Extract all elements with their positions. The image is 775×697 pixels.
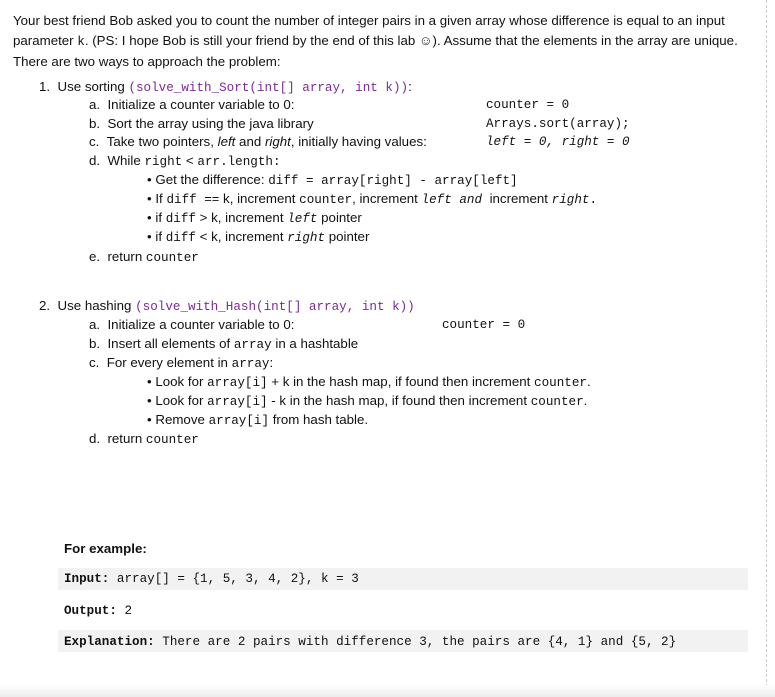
bullet-text: > k, increment: [195, 210, 288, 225]
bullet-code: array[i]: [207, 395, 268, 409]
bullet-end: .: [589, 193, 598, 207]
step-text: return: [107, 249, 146, 264]
hashing-heading-text: Use hashing: [57, 298, 136, 313]
bullet-code: diff = array[right] - array[left]: [268, 174, 518, 188]
hashing-bullet-3: • Remove array[i] from hash table.: [147, 412, 369, 428]
step-code: array: [233, 338, 272, 352]
example-heading: For example:: [64, 541, 147, 556]
bullet-code: diff: [165, 212, 196, 226]
intro-k-code: k: [77, 35, 85, 49]
bullet-code: left: [421, 193, 452, 207]
step-letter: a.: [89, 317, 101, 332]
intro-text-2: . (PS: I hope Bob is still your friend by the end of this lab: [84, 33, 419, 48]
output-value: 2: [116, 604, 133, 618]
bullet-text: k, increment: [219, 191, 300, 206]
explanation-value: There are 2 pairs with difference 3, the pairs are {4, 1} and {5, 2}: [154, 635, 677, 649]
step-code: counter: [145, 251, 199, 265]
sorting-step-e: [89, 248, 199, 267]
sorting-heading-text: Use sorting: [57, 79, 129, 94]
bullet-text: Look for: [155, 393, 208, 408]
bullet-text: + k in the hash map, if found then increment: [267, 374, 535, 389]
hashing-step-a: [89, 316, 295, 334]
hashing-bullet-2: • Look for array[i] - k in the hash map, if found then increment counter.: [147, 393, 588, 409]
arr-length-code: arr.length:: [197, 155, 281, 169]
hashing-bullet-1: • Look for array[i] + k in the hash map, if found then increment counter.: [147, 374, 591, 390]
example-output: [64, 602, 132, 620]
sorting-number: 1.: [39, 79, 51, 94]
hashing-heading: [39, 297, 415, 316]
step-colon: :: [269, 355, 274, 370]
right-code: right: [144, 155, 183, 169]
bullet-text: , increment: [352, 191, 422, 206]
sorting-bullet-3: • if diff > k, increment left pointer: [147, 210, 362, 226]
step-letter: c.: [89, 355, 100, 370]
intro-text-1: Your best friend Bob asked you to count the number of integer pairs in a given array whose difference is equal to an input parameter: [13, 13, 725, 48]
bullet-code: left: [287, 212, 318, 226]
hashing-step-a-code: counter = 0: [442, 318, 526, 332]
sorting-step-d: [89, 152, 281, 171]
bullet-code: array[i]: [207, 376, 268, 390]
hashing-step-d: [89, 430, 199, 449]
bullet-text: if: [155, 229, 166, 244]
step-text-post: , initially having values:: [290, 134, 427, 149]
step-letter: b.: [89, 336, 101, 351]
bullet-text: Get the difference:: [155, 172, 269, 187]
bottom-shadow: [0, 685, 775, 697]
bullet-code: counter: [299, 193, 353, 207]
input-label: Input:: [64, 572, 110, 586]
step-text: Initialize a counter variable to 0:: [107, 97, 295, 112]
bullet-code: and: [451, 193, 490, 207]
bullet-code: array[i]: [208, 414, 270, 428]
step-text: Take two pointers,: [106, 134, 218, 149]
step-text: return: [107, 431, 146, 446]
step-letter: a.: [89, 97, 101, 112]
step-letter: d.: [89, 153, 101, 168]
hashing-step-c: [89, 354, 273, 373]
bullet-code: counter: [534, 376, 587, 390]
hashing-number: 2.: [39, 298, 51, 313]
sorting-step-a: [89, 96, 295, 114]
step-text: While: [107, 153, 145, 168]
step-text: Sort the array using the java library: [107, 116, 314, 131]
step-text: Initialize a counter variable to 0:: [107, 317, 295, 332]
left-word: left: [217, 134, 236, 149]
sorting-step-b: [89, 115, 314, 133]
bullet-text: from hash table.: [269, 412, 369, 427]
and-word: and: [235, 134, 265, 149]
sorting-step-c-code: left = 0, right = 0: [486, 135, 630, 149]
step-code: counter: [145, 433, 199, 447]
sorting-colon: :: [408, 79, 412, 94]
bullet-code: right: [287, 231, 326, 245]
intro-text-3: ). Assume that the elements in the array are unique. There are two ways to approach the problem:: [13, 33, 738, 69]
sorting-bullet-1: • Get the difference: diff = array[right] - array[left]: [147, 172, 518, 188]
step-text: Insert all elements of: [107, 336, 234, 351]
bullet-text: pointer: [325, 229, 370, 244]
example-input: [64, 570, 359, 588]
bullet-code: diff: [165, 231, 196, 245]
step-code: array: [231, 357, 270, 371]
bullet-text: If: [155, 191, 167, 206]
bullet-text: - k in the hash map, if found then increment: [267, 393, 531, 408]
bullet-text: Look for: [155, 374, 208, 389]
step-letter: d.: [89, 431, 101, 446]
step-letter: b.: [89, 116, 101, 131]
bullet-text: if: [155, 210, 166, 225]
bullet-text: pointer: [317, 210, 362, 225]
smiley-icon: ☺: [418, 33, 433, 48]
step-text-post: in a hashtable: [271, 336, 359, 351]
hashing-step-b: [89, 335, 358, 354]
bullet-text: increment: [489, 191, 552, 206]
bullet-text: Remove: [155, 412, 209, 427]
bullet-code: diff ==: [166, 193, 220, 207]
explanation-label: Explanation:: [64, 635, 155, 649]
sorting-bullet-4: • if diff < k, increment right pointer: [147, 229, 370, 245]
step-text: For every element in: [106, 355, 232, 370]
intro-paragraph: [13, 11, 748, 72]
input-value: array[] = {1, 5, 3, 4, 2}, k = 3: [109, 572, 359, 586]
bullet-end: .: [586, 374, 591, 389]
step-letter: c.: [89, 134, 100, 149]
output-label: Output:: [64, 604, 117, 618]
bullet-text: < k, increment: [195, 229, 288, 244]
step-letter: e.: [89, 249, 101, 264]
sorting-bullet-2: • If diff == k, increment counter, increment left and increment right.: [147, 191, 598, 207]
sorting-step-c: [89, 133, 427, 151]
example-explanation: [64, 633, 676, 651]
sorting-step-b-code: Arrays.sort(array);: [486, 117, 630, 131]
bullet-code: counter: [530, 395, 584, 409]
sorting-heading: [39, 78, 412, 97]
less-than: <: [182, 153, 198, 168]
hashing-signature: (solve_with_Hash(int[] array, int k)): [135, 300, 415, 314]
sorting-step-a-code: counter = 0: [486, 98, 570, 112]
right-word: right: [264, 134, 291, 149]
bullet-end: .: [583, 393, 588, 408]
bullet-code: right: [551, 193, 590, 207]
sorting-signature: (solve_with_Sort(int[] array, int k)): [128, 81, 409, 95]
